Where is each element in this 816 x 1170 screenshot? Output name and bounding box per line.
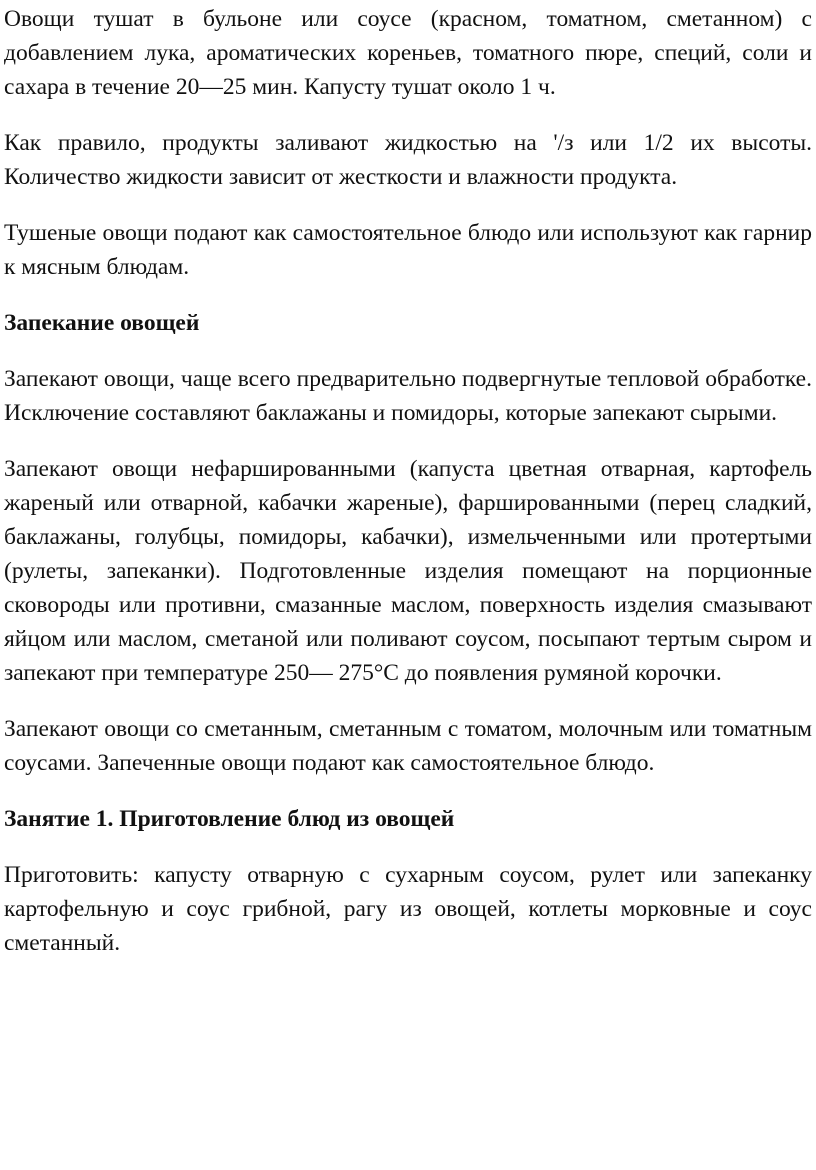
- paragraph-lesson-task: Приготовить: капусту отварную с сухарным соусом, рулет или запеканку картофельную и соус грибной, рагу из овощей, котлеты морковные и соус сметанный.: [4, 862, 812, 956]
- paragraph-serving-stewed: Тушеные овощи подают как самостоятельное блюдо или используют как гарнир к мясным блюдам.: [4, 220, 812, 280]
- paragraph-liquid-amount: Как правило, продукты заливают жидкостью на '/з или 1/2 их высоты. Количество жидкости зависит от жесткости и влажности продукта.: [4, 130, 812, 190]
- section-heading-lesson-1: Занятие 1. Приготовление блюд из овощей: [4, 806, 455, 832]
- section-heading-baking: Запекание овощей: [4, 310, 200, 336]
- paragraph-baking-intro: Запекают овощи, чаще всего предварительно подвергнутые тепловой обработке. Исключение составляют баклажаны и помидоры, которые запекают сырыми.: [4, 366, 812, 426]
- paragraph-baking-details: Запекают овощи нефаршированными (капуста цветная отварная, картофель жареный или отварной, кабачки жареные), фаршированными (перец сладкий, баклажаны, голубцы, помидоры, кабачки), измельченными или протертыми (рулеты, запеканки). Подготовленные изделия помещают на порционные сковороды или противни, смазанные маслом, поверхность изделия смазывают яйцом или маслом, сметаной или поливают соусом, посыпают тертым сыром и запекают при температуре 250— 275°С до появления румяной корочки.: [4, 456, 812, 686]
- document-page: [4, 2, 812, 982]
- paragraph-baking-sauces: Запекают овощи со сметанным, сметанным с томатом, молочным или томатным соусами. Запеченные овощи подают как самостоятельное блюдо.: [4, 716, 812, 776]
- paragraph-stewing-method: Овощи тушат в бульоне или соусе (красном, томатном, сметанном) с добавлением лука, ароматических кореньев, томатного пюре, специй, соли и сахара в течение 20—25 мин. Капусту тушат около 1 ч.: [4, 6, 812, 100]
